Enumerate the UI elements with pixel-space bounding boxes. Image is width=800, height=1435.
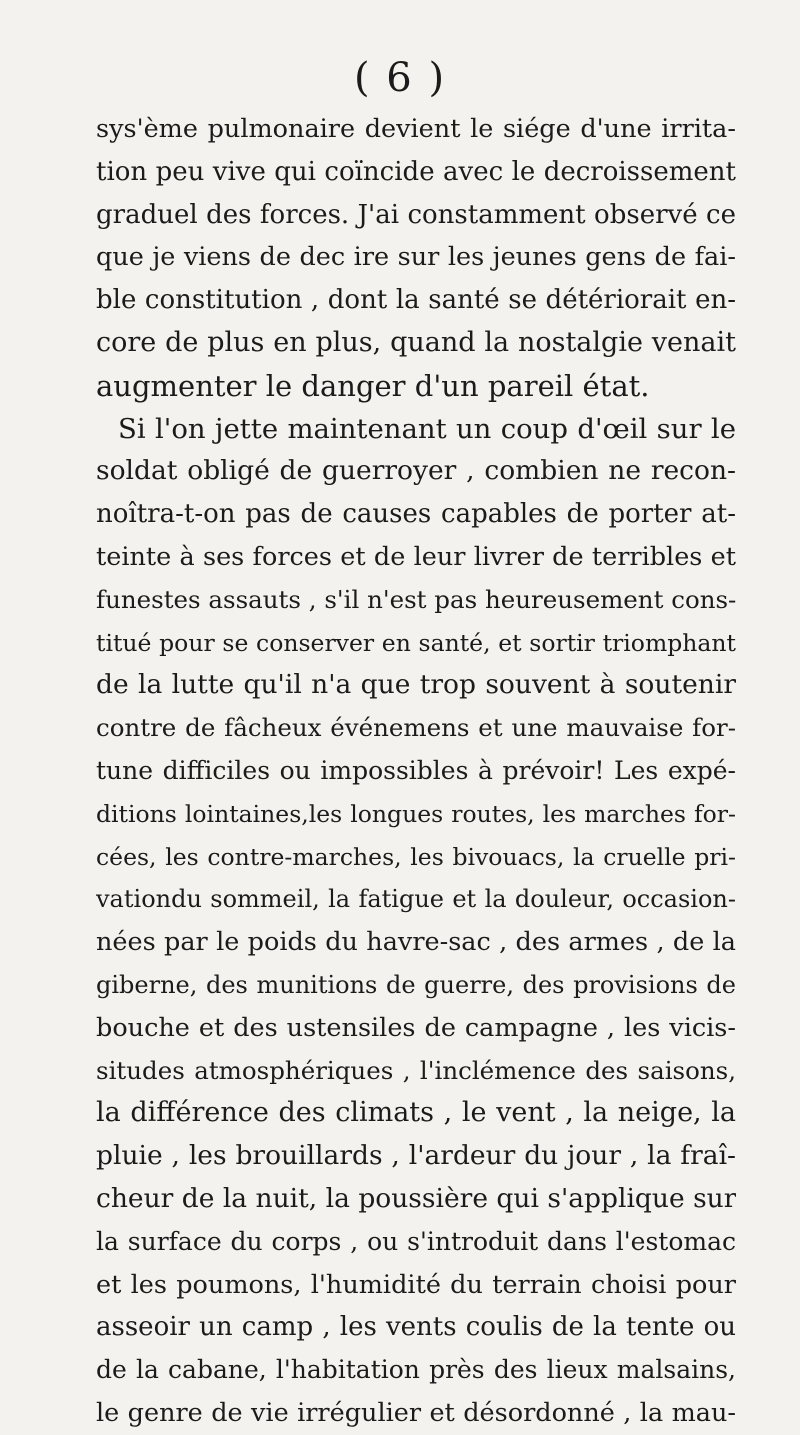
text-line: et les poumons, l'humidité du terrain choisi pour xyxy=(96,1269,736,1300)
text-line: titué pour se conserver en santé, et sortir triomphant xyxy=(96,628,736,657)
text-line: ble constitution , dont la santé se détériorait en- xyxy=(96,285,736,316)
text-line: teinte à ses forces et de leur livrer de terribles et xyxy=(96,541,736,572)
text-line: asseoir un camp , les vents coulis de la tente ou xyxy=(96,1312,736,1343)
text-line: le genre de vie irrégulier et désordonné , la mau- xyxy=(96,1397,736,1428)
text-line: Si l'on jette maintenant un coup d'œil sur le xyxy=(118,412,736,445)
text-line: de la lutte qu'il n'a que trop souvent à soutenir xyxy=(96,669,736,701)
text-line: nées par le poids du havre-sac , des armes , de la xyxy=(96,927,736,958)
text-line: vationdu sommeil, la fatigue et la douleur, occasion- xyxy=(96,885,736,914)
text-line: soldat obligé de guerroyer , combien ne recon- xyxy=(96,455,736,487)
text-line: tune difficiles ou impossibles à prévoir! Les expé- xyxy=(96,755,736,785)
text-line: que je viens de dec ire sur les jeunes gens de fai- xyxy=(96,242,736,273)
text-line: graduel des forces. J'ai constamment observé ce xyxy=(96,199,736,230)
text-line: contre de fâcheux événemens et une mauvaise for- xyxy=(96,713,736,743)
text-line: sys'ème pulmonaire devient le siége d'une irrita- xyxy=(96,114,736,144)
text-line: bouche et des ustensiles de campagne , les vicis- xyxy=(96,1012,736,1043)
body-text xyxy=(96,108,736,1435)
text-line: noîtra-t-on pas de causes capables de porter at- xyxy=(96,499,736,530)
text-line: la différence des climats , le vent , la neige, la xyxy=(96,1097,736,1129)
text-line: cheur de la nuit, la poussière qui s'applique sur xyxy=(96,1182,736,1214)
text-line: de la cabane, l'habitation près des lieux malsains, xyxy=(96,1355,736,1385)
text-line: core de plus en plus, quand la nostalgie venait xyxy=(96,326,736,358)
text-line: augmenter le danger d'un pareil état. xyxy=(96,368,650,403)
text-line: pluie , les brouillards , l'ardeur du jour , la fraî- xyxy=(96,1140,736,1172)
text-line: funestes assauts , s'il n'est pas heureusement cons- xyxy=(96,584,736,614)
text-line: giberne, des munitions de guerre, des provisions de xyxy=(96,970,736,999)
text-line: ditions lointaines,les longues routes, les marches for- xyxy=(96,799,736,828)
text-line: tion peu vive qui coïncide avec le decroissement xyxy=(96,156,736,187)
text-line: situdes atmosphériques , l'inclémence des saisons, xyxy=(96,1055,736,1085)
text-line: la surface du corps , ou s'introduit dans l'estomac xyxy=(96,1226,736,1256)
page-number: ( 6 ) xyxy=(353,55,447,101)
text-line: cées, les contre-marches, les bivouacs, la cruelle pri- xyxy=(96,842,736,871)
